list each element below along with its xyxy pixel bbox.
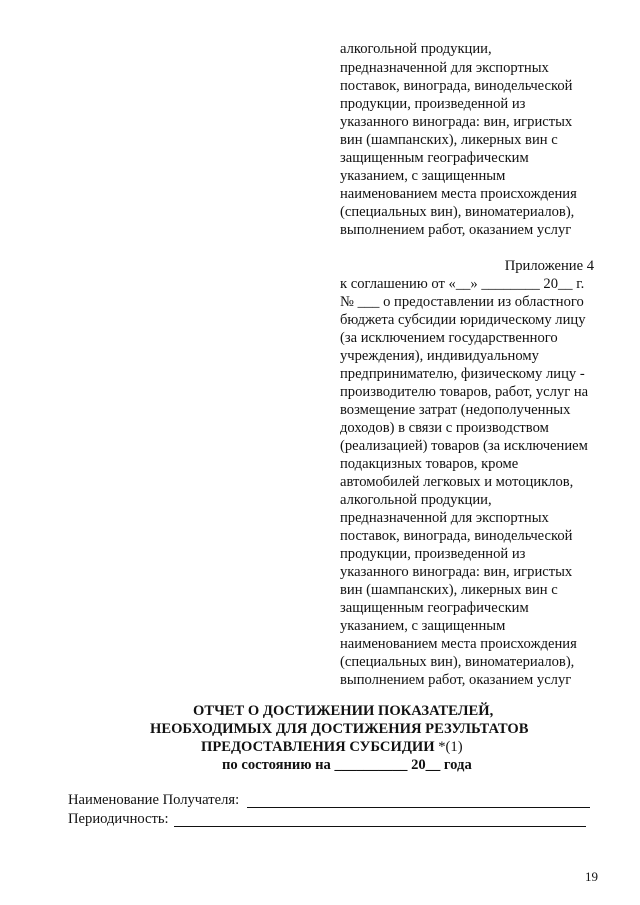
text-line: бюджета субсидии юридическому лицу (340, 312, 586, 328)
text-line: (специальных вин), виноматериалов), (340, 654, 575, 670)
report-title-line: ОТЧЕТ О ДОСТИЖЕНИИ ПОКАЗАТЕЛЕЙ, (193, 703, 494, 719)
text-line: указанием, с защищенным (340, 618, 506, 634)
text-line: поставок, винограда, винодельческой (340, 528, 573, 544)
text-line: (специальных вин), виноматериалов), (340, 204, 575, 220)
page-number: 19 (585, 869, 598, 884)
text-line: автомобилей легковых и мотоциклов, (340, 474, 574, 490)
text-line: поставок, винограда, винодельческой (340, 78, 573, 94)
footnote-marker: *(1) (438, 739, 463, 755)
text-line: (реализацией) товаров (за исключением (340, 438, 588, 454)
text-line: продукции, произведенной из (340, 546, 526, 562)
text-line: предпринимателю, физическому лицу - (340, 366, 585, 382)
report-title-line (201, 738, 463, 756)
text-line: выполнением работ, оказанием услуг (340, 672, 572, 688)
text-line: указанного винограда: вин, игристых (340, 114, 573, 130)
text-line: алкогольной продукции, (340, 492, 492, 508)
text-line: продукции, произведенной из (340, 96, 526, 112)
text-line: алкогольной продукции, (340, 41, 492, 57)
periodicity-label: Периодичность: (68, 811, 169, 827)
text-line: производителю товаров, работ, услуг на (340, 384, 589, 400)
text-line: вин (шампанских), ликерных вин с (340, 132, 558, 148)
agreement-line: к соглашению от «__» ________ 20__ г. (340, 276, 585, 292)
report-title-line: НЕОБХОДИМЫХ ДЛЯ ДОСТИЖЕНИЯ РЕЗУЛЬТАТОВ (150, 721, 529, 737)
text-line: выполнением работ, оказанием услуг (340, 222, 572, 238)
appendix-header: Приложение 4 (504, 258, 594, 274)
text-line: предназначенной для экспортных (340, 510, 549, 526)
text-line: указанием, с защищенным (340, 168, 506, 184)
text-line: учреждения), индивидуальному (340, 348, 539, 364)
text-line: (за исключением государственного (340, 330, 558, 346)
text-line: наименованием места происхождения (340, 186, 577, 202)
text-line: вин (шампанских), ликерных вин с (340, 582, 558, 598)
text-line: защищенным географическим (340, 150, 529, 166)
report-date-line: по состоянию на __________ 20__ года (222, 757, 472, 773)
text-line: подакцизных товаров, кроме (340, 456, 519, 472)
recipient-label: Наименование Получателя: (68, 792, 240, 808)
report-title-text: ПРЕДОСТАВЛЕНИЯ СУБСИДИИ (201, 739, 435, 755)
text-line: № ___ о предоставлении из областного (340, 294, 584, 310)
periodicity-blank-line (174, 826, 586, 827)
text-line: предназначенной для экспортных (340, 60, 549, 76)
text-line: защищенным географическим (340, 600, 529, 616)
text-line: указанного винограда: вин, игристых (340, 564, 573, 580)
recipient-blank-line (247, 807, 590, 808)
text-line: возмещение затрат (недополученных (340, 402, 571, 418)
text-line: наименованием места происхождения (340, 636, 577, 652)
text-line: доходов) в связи с производством (340, 420, 549, 436)
